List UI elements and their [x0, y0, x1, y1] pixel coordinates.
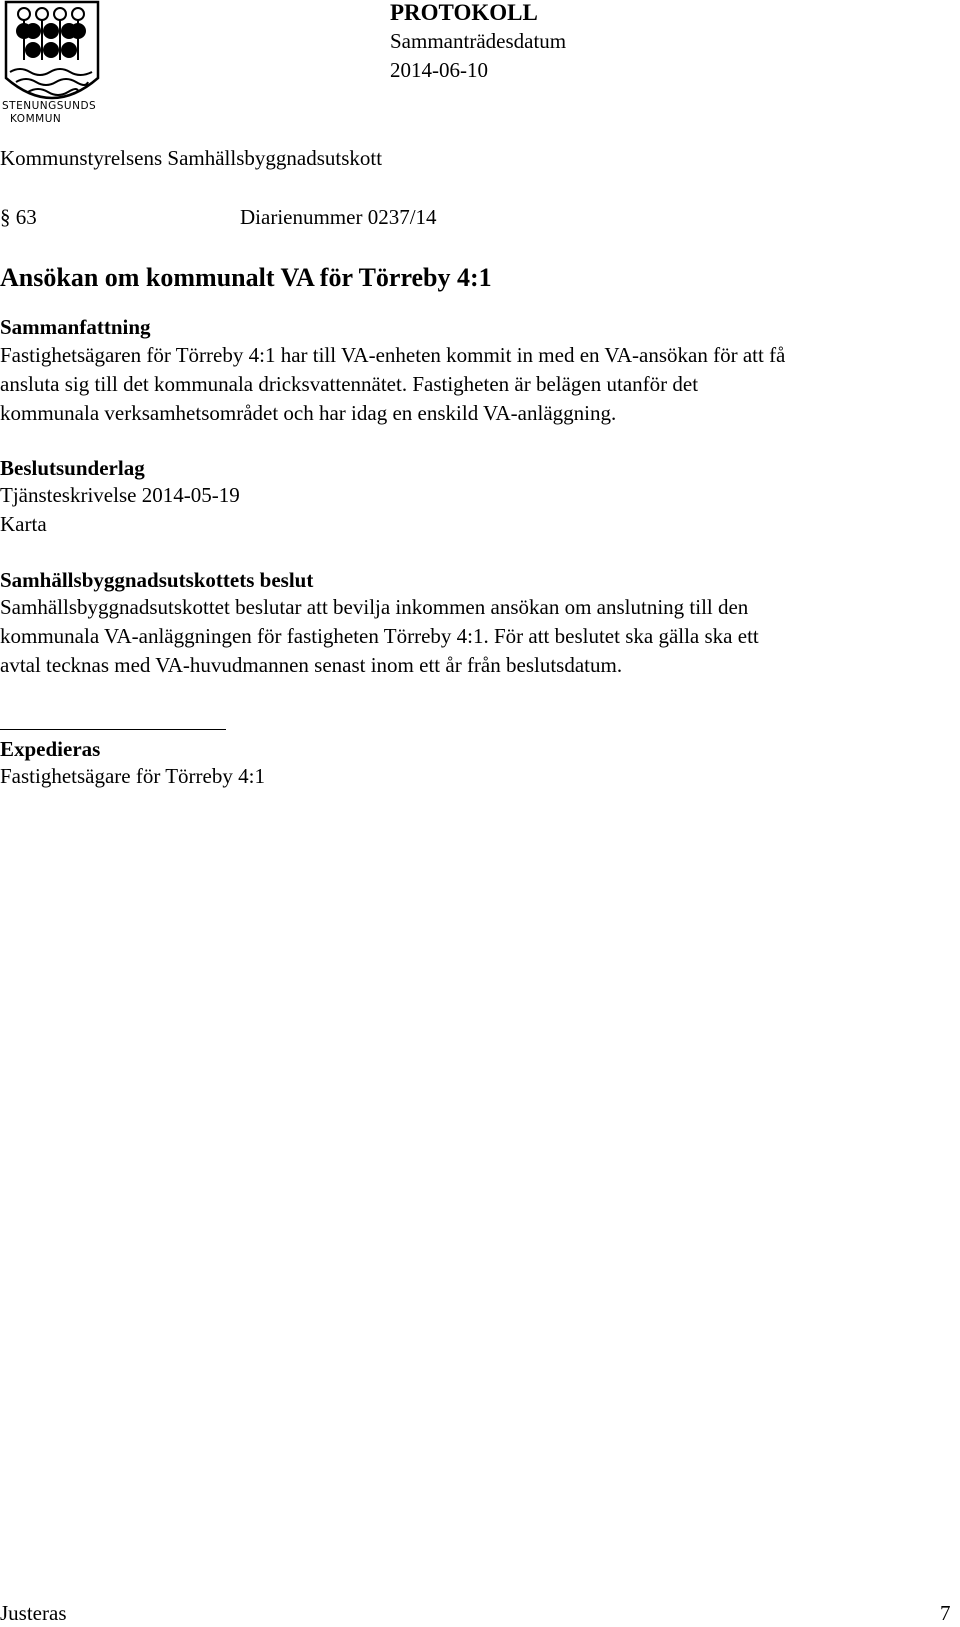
summary-line: kommunala verksamhetsområdet och har idag en enskild VA-anläggning. [0, 401, 617, 425]
dispatch-item: Fastighetsägare för Törreby 4:1 [0, 764, 265, 788]
section-line [0, 205, 437, 229]
decision-line: kommunala VA-anläggningen för fastigheten Törreby 4:1. För att beslutet ska gälla ska ett [0, 624, 759, 648]
diarie-number: Diarienummer 0237/14 [240, 205, 437, 229]
summary-heading: Sammanfattning [0, 315, 151, 339]
page-title: Ansökan om kommunalt VA för Törreby 4:1 [0, 263, 492, 292]
footer-justeras: Justeras [0, 1601, 67, 1625]
document-type: PROTOKOLL [390, 0, 538, 25]
decision-heading: Samhällsbyggnadsutskottets beslut [0, 568, 314, 592]
basis-heading: Beslutsunderlag [0, 456, 145, 480]
section-number: 63 [15, 205, 37, 229]
page-number: 7 [940, 1601, 951, 1625]
committee-name: Kommunstyrelsens Samhällsbyggnadsutskott [0, 146, 383, 170]
municipal-logo [2, 0, 118, 132]
dispatch-section [0, 736, 945, 791]
basis-section [0, 455, 945, 539]
logo-caption-line2: KOMMUN [10, 113, 62, 125]
divider [0, 729, 226, 730]
meeting-date: 2014-06-10 [390, 58, 488, 82]
dispatch-heading: Expedieras [0, 737, 101, 761]
decision-section [0, 567, 945, 680]
basis-item: Karta [0, 512, 47, 536]
summary-section [0, 314, 945, 428]
meeting-date-label: Sammanträdesdatum [390, 29, 567, 53]
decision-line: avtal tecknas med VA-huvudmannen senast inom ett år från beslutsdatum. [0, 653, 623, 677]
summary-line: Fastighetsägaren för Törreby 4:1 har till VA-enheten kommit in med en VA-ansökan för att få [0, 343, 786, 367]
summary-line: ansluta sig till det kommunala dricksvattennätet. Fastigheten är belägen utanför det [0, 372, 699, 396]
logo-caption-line1: STENUNGSUNDS [2, 100, 97, 112]
basis-item: Tjänsteskrivelse 2014-05-19 [0, 483, 240, 507]
decision-line: Samhällsbyggnadsutskottet beslutar att bevilja inkommen ansökan om anslutning till den [0, 595, 749, 619]
paragraph-sign: § [0, 205, 11, 229]
coat-of-arms-icon [2, 0, 102, 112]
